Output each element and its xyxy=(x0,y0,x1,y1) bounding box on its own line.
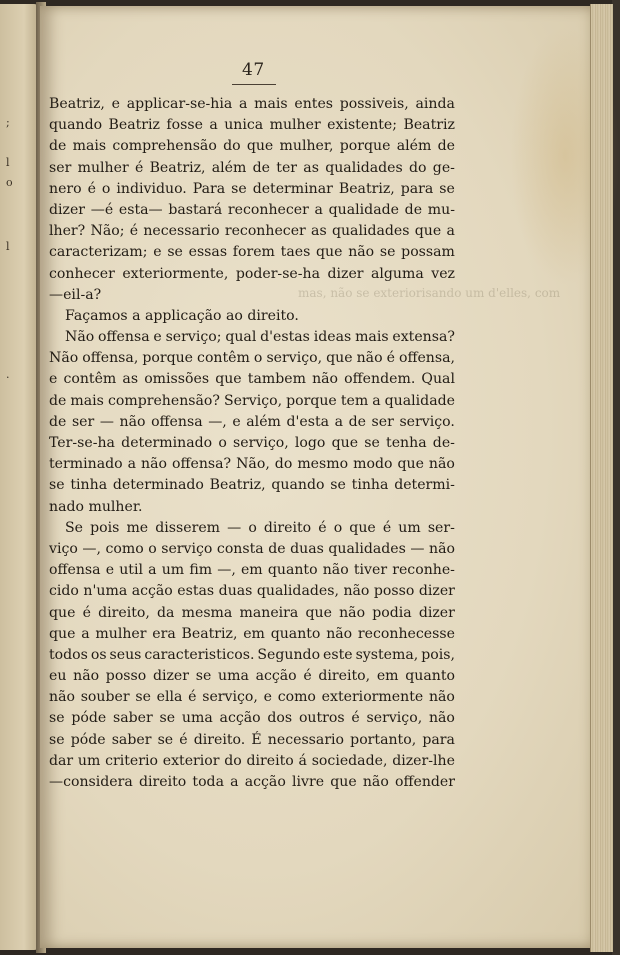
text-line: ser mulher é Beatriz, além de ter as qualidades do ge- xyxy=(49,159,455,176)
text-line: quando Beatriz fosse a unica mulher existente; Beatriz xyxy=(49,117,455,134)
text-line: Não offensa e serviço; qual d'estas ideas mais extensa? xyxy=(65,329,455,346)
text-line: que a mulher era Beatriz, em quanto não reconhecesse xyxy=(49,625,455,642)
left-page-mark: o xyxy=(6,176,13,189)
text-line: dizer —é esta— bastará reconhecer a qualidade de mu- xyxy=(49,201,455,218)
text-line: Não offensa, porque contêm o serviço, que não é offensa, xyxy=(49,350,455,367)
text-line: —eil-a? xyxy=(49,286,102,303)
text-line: que é direito, da mesma maneira que não podia dizer xyxy=(49,604,455,621)
page-number: 47 xyxy=(242,60,265,80)
body-text xyxy=(49,94,455,793)
text-line: Se pois me disserem — o direito é o que é um ser- xyxy=(65,519,455,536)
text-line: todos os seus caracteristicos. Segundo este systema, pois, xyxy=(49,646,455,663)
text-line: conhecer exteriormente, poder-se-ha dizer alguma vez xyxy=(49,265,455,282)
text-line: se póde saber se uma acção dos outros é serviço, não xyxy=(49,710,455,727)
text-line: nero é o individuo. Para se determinar Beatriz, para se xyxy=(49,180,455,197)
text-line: nado mulher. xyxy=(49,498,143,515)
left-page-mark: l xyxy=(6,156,10,169)
text-line: Ter-se-ha determinado o serviço, logo que se tenha de- xyxy=(49,435,455,451)
text-line: eu não posso dizer se uma acção é direito, em quanto xyxy=(49,668,455,685)
text-line: terminado a não offensa? Não, do mesmo modo que não xyxy=(49,456,455,473)
header-rule xyxy=(232,84,276,85)
text-line: de ser — não offensa —, e além d'esta a de ser serviço. xyxy=(49,413,455,430)
text-line: e contêm as omissões que tambem não offendem. Qual xyxy=(49,371,455,388)
text-line: de mais comprehensão do que mulher, porque além de xyxy=(49,138,455,155)
text-line: se póde saber se é direito. É necessario portanto, para xyxy=(49,731,455,748)
text-line: não souber se ella é serviço, e como exteriormente não xyxy=(49,689,455,706)
text-line: caracterizam; e se essas forem taes que não se possam xyxy=(49,244,455,261)
left-page-mark: l xyxy=(6,240,10,253)
bleed-through-text: mas, não se exteriorisando um d'elles, com xyxy=(298,286,561,300)
text-line: Beatriz, e applicar-se-hia a mais entes possiveis, ainda xyxy=(49,96,455,112)
text-line: lher? Não; é necessario reconhecer as qualidades que a xyxy=(49,223,455,240)
text-line: cido n'uma acção estas duas qualidades, não posso dizer xyxy=(49,583,455,600)
text-line: se tinha determinado Beatriz, quando se tinha determi- xyxy=(49,477,455,494)
page-stack-edge xyxy=(590,4,613,952)
text-line: viço —, como o serviço consta de duas qualidades — não xyxy=(49,540,455,557)
text-line: —considera direito toda a acção livre que não offender xyxy=(49,774,455,790)
text-line: de mais comprehensão? Serviço, porque tem a qualidade xyxy=(49,392,455,409)
text-line: offensa e util a um fim —, em quanto não tiver reconhe- xyxy=(49,562,455,579)
left-page-edge xyxy=(0,4,40,950)
left-page-mark: ; xyxy=(6,116,10,129)
text-line: Façamos a applicação ao direito. xyxy=(65,307,299,324)
text-line: dar um criterio exterior do direito á sociedade, dizer-lhe xyxy=(49,752,455,769)
left-page-mark: . xyxy=(6,368,10,381)
